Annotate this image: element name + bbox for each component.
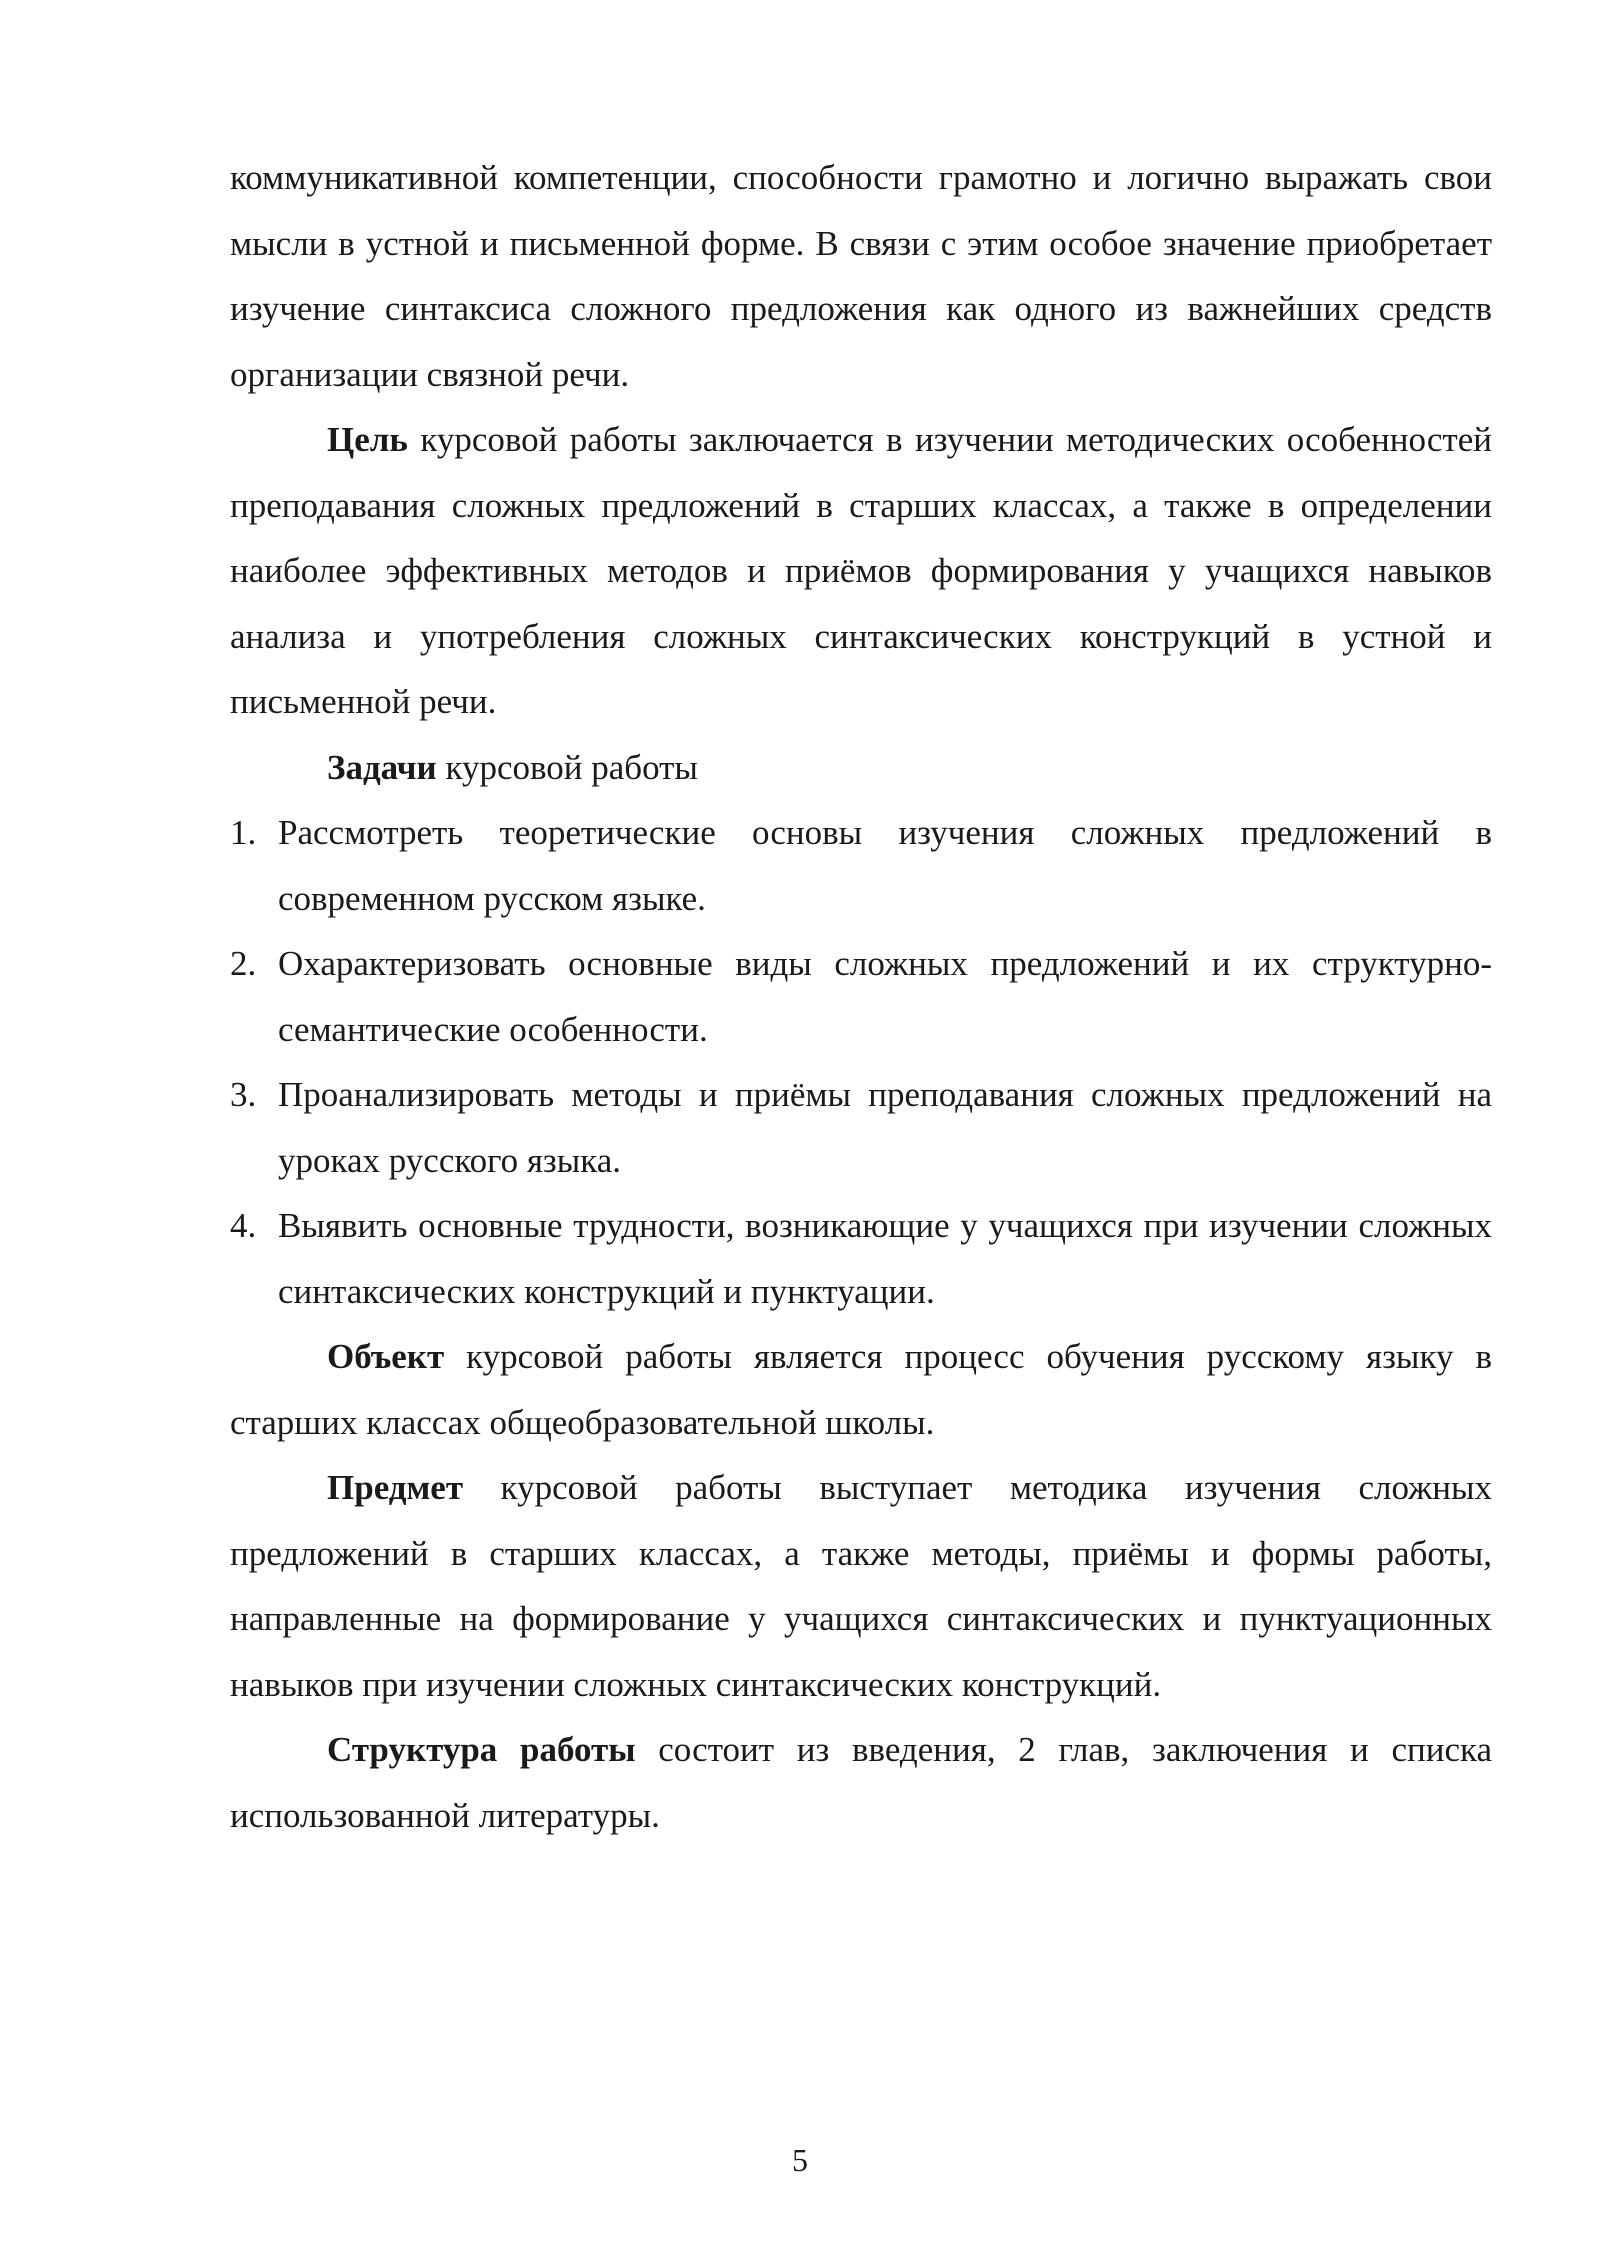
intro-text: коммуникативной компетенции, способности грамотно и логично выражать свои мысли в устной и письменной форме. В связи с этим особое значение приобретает изучение синтаксиса сложного предложения как одного из важнейших средств организации связной речи. [230,158,1492,394]
task-number: 1. [230,813,257,852]
task-item-3 [230,1062,1492,1193]
tasks-lead: Задачи [327,747,437,787]
structure-lead: Структура работы [327,1730,636,1769]
task-text: Выявить основные трудности, возникающие у учащихся при изучении сложных синтаксических конструкций и пунктуации. [278,1206,1492,1311]
page-number: 5 [792,2142,808,2178]
subject-text: курсовой работы выступает методика изучения сложных предложений в старших классах, а также методы, приёмы и формы работы, направленные на формирование у учащихся синтаксических и пунктуационных навыков при изучении сложных синтаксических конструкций. [230,1468,1492,1704]
task-item-4 [230,1193,1492,1324]
tasks-heading [230,735,1492,801]
structure-paragraph [230,1717,1492,1848]
intro-paragraph [230,145,1492,407]
task-number: 4. [230,1206,257,1245]
task-text: Охарактеризовать основные виды сложных предложений и их структурно-семантические особенности. [278,944,1492,1049]
tasks-heading-text: курсовой работы [436,747,698,787]
task-number: 2. [230,944,257,983]
task-text: Проанализировать методы и приёмы преподавания сложных предложений на уроках русского языка. [278,1075,1492,1180]
structure-text: состоит из введения, 2 глав, заключения и списка использованной литературы. [230,1730,1492,1835]
object-text: курсовой работы является процесс обучения русскому языку в старших классах общеобразовательной школы. [230,1337,1492,1442]
goal-paragraph [230,407,1492,735]
object-lead: Объект [327,1337,445,1376]
document-body [230,145,1492,1848]
task-text: Рассмотреть теоретические основы изучения сложных предложений в современном русском языке. [278,813,1492,918]
goal-text: курсовой работы заключается в изучении методических особенностей преподавания сложных предложений в старших классах, а также в определении наиболее эффективных методов и приёмов формирования у учащихся навыков анализа и употребления сложных синтаксических конструкций в устной и письменной речи. [230,420,1492,721]
subject-paragraph [230,1455,1492,1717]
goal-lead: Цель [327,420,408,459]
tasks-list [230,800,1492,1324]
object-paragraph [230,1324,1492,1455]
task-number: 3. [230,1075,257,1114]
subject-lead: Предмет [327,1468,464,1507]
task-item-2 [230,931,1492,1062]
task-item-1 [230,800,1492,931]
